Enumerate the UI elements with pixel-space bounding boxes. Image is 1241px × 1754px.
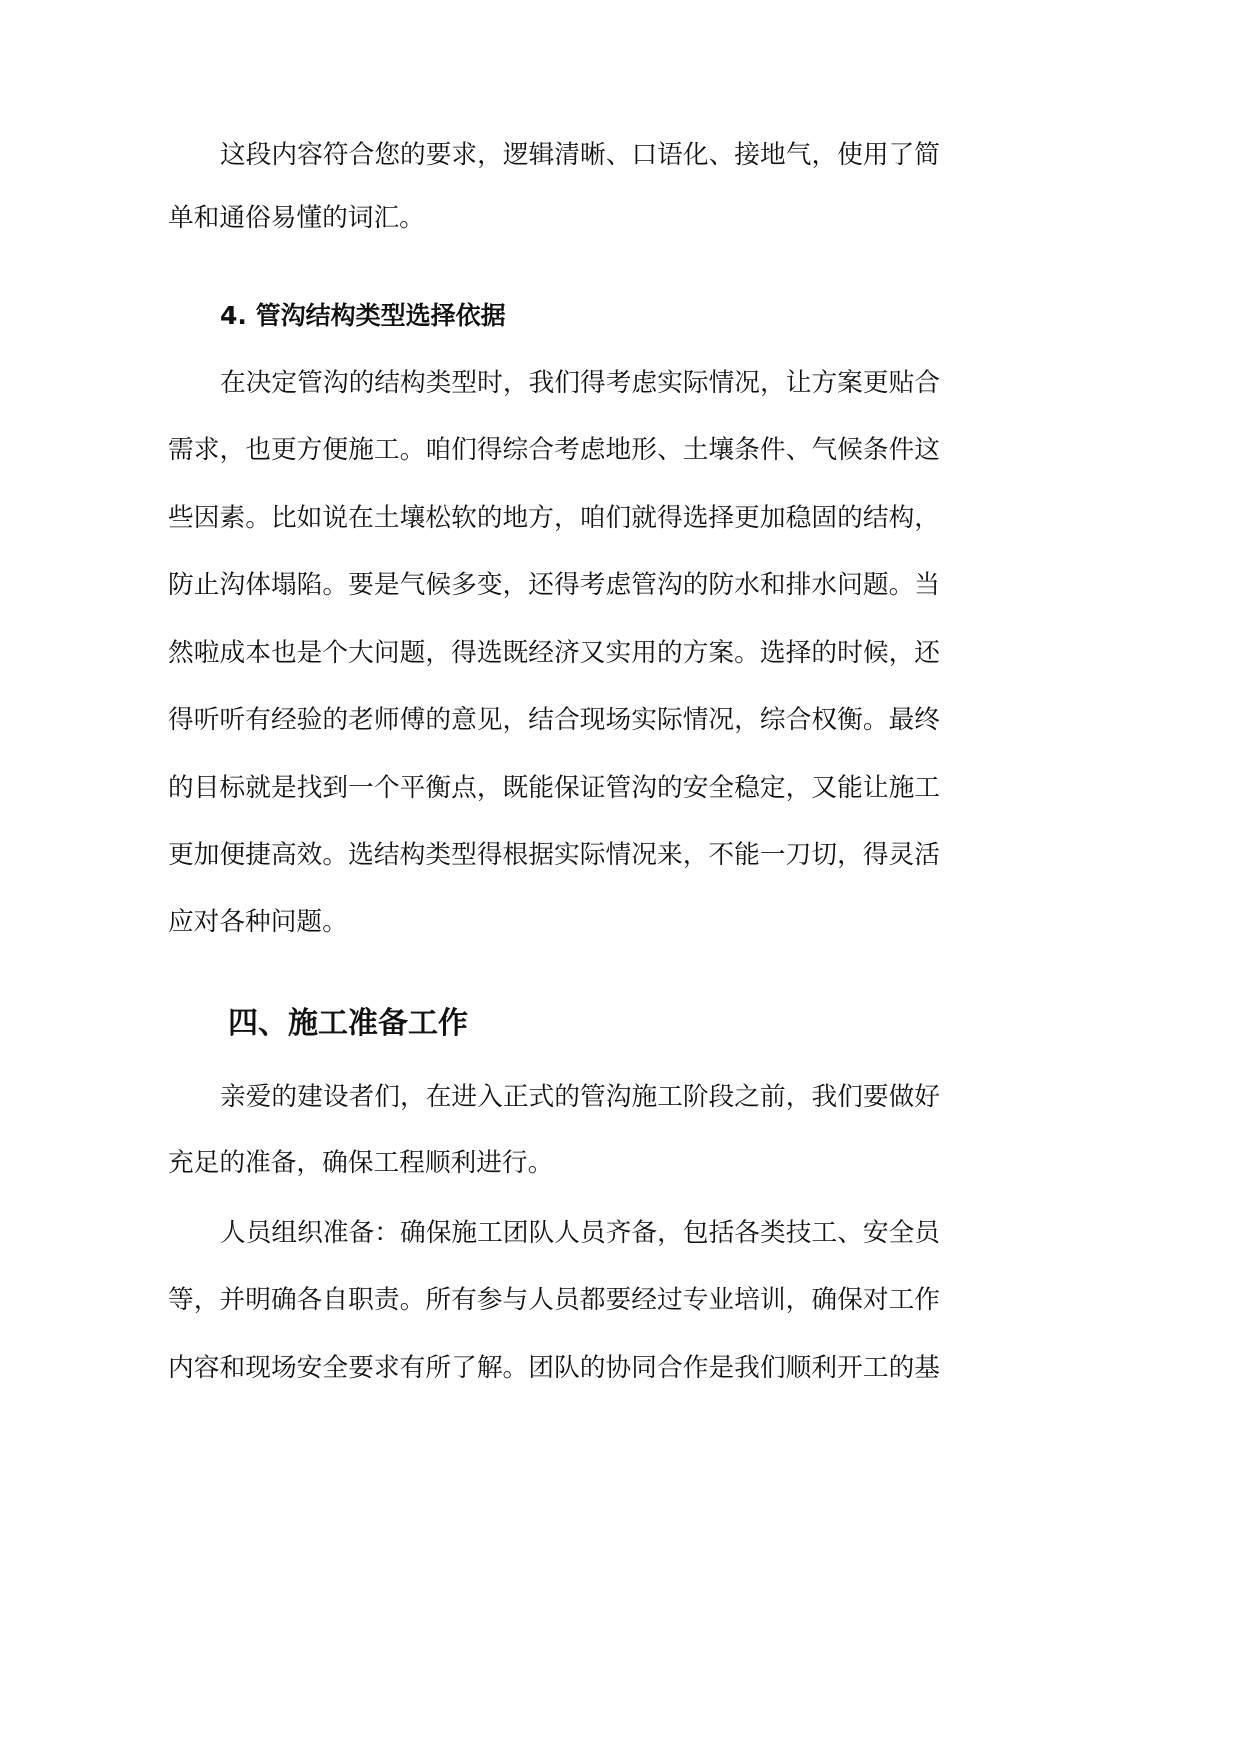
paragraph-line: 亲爱的建设者们，在进入正式的管沟施工阶段之前，我们要做好 — [220, 1082, 940, 1112]
paragraph-line: 等，并明确各自职责。所有参与人员都要经过专业培训，确保对工作 — [168, 1285, 940, 1315]
subheading: 4. 管沟结构类型选择依据 — [220, 301, 506, 330]
paragraph-line: 这段内容符合您的要求，逻辑清晰、口语化、接地气，使用了简 — [220, 140, 940, 170]
paragraph-line: 需求，也更方便施工。咱们得综合考虑地形、土壤条件、气候条件这 — [168, 435, 940, 465]
paragraph-line: 充足的准备，确保工程顺利进行。 — [168, 1148, 554, 1178]
paragraph-line: 人员组织准备：确保施工团队人员齐备，包括各类技工、安全员 — [220, 1218, 940, 1248]
paragraph-line: 得听听有经验的老师傅的意见，结合现场实际情况，综合权衡。最终 — [168, 705, 940, 735]
paragraph-line: 单和通俗易懂的词汇。 — [168, 203, 425, 233]
paragraph-line: 的目标就是找到一个平衡点，既能保证管沟的安全稳定，又能让施工 — [168, 773, 940, 803]
paragraph-line: 在决定管沟的结构类型时，我们得考虑实际情况，让方案更贴合 — [220, 368, 940, 398]
paragraph-line: 内容和现场安全要求有所了解。团队的协同合作是我们顺利开工的基 — [168, 1353, 940, 1383]
section-heading: 四、施工准备工作 — [228, 1006, 468, 1041]
paragraph-line: 应对各种问题。 — [168, 907, 348, 937]
paragraph-line: 更加便捷高效。选结构类型得根据实际情况来，不能一刀切，得灵活 — [168, 840, 940, 870]
paragraph-line: 些因素。比如说在土壤松软的地方，咱们就得选择更加稳固的结构， — [168, 503, 940, 533]
paragraph-line: 防止沟体塌陷。要是气候多变，还得考虑管沟的防水和排水问题。当 — [168, 570, 940, 600]
paragraph-line: 然啦成本也是个大问题，得选既经济又实用的方案。选择的时候，还 — [168, 638, 940, 668]
